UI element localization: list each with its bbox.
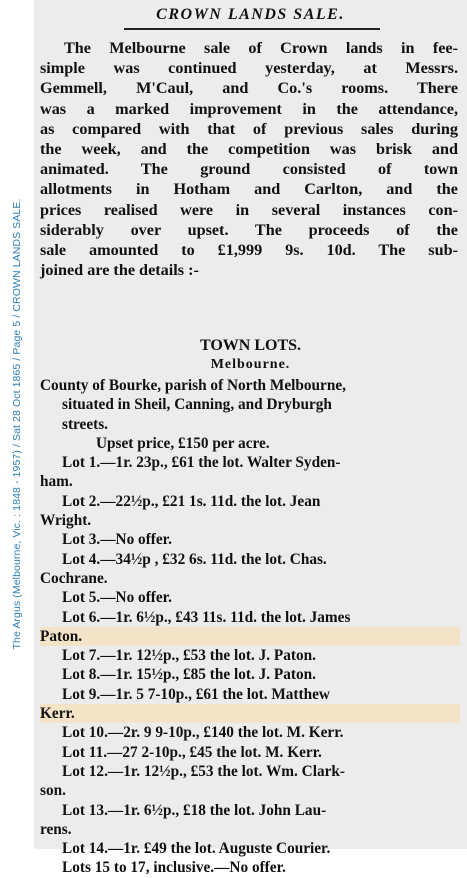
lot-line: Lot 11.—27 2-10p., £45 the lot. M. Kerr. [62,743,322,761]
lot-line: ham. [40,473,73,491]
lot-line: streets. [62,415,109,433]
lot-line: Lot 3.—No offer. [62,531,172,549]
article-title: CROWN LANDS SALE. [156,6,345,23]
intro-line: allotments in Hotham and Carlton, and the [40,180,458,199]
lot-list [40,376,460,878]
lot-line: Lot 5.—No offer. [62,589,172,607]
lot-line: Lots 15 to 17, inclusive.—No offer. [62,859,286,877]
lot-line: Lot 4.—34½p , £32 6s. 11d. the lot. Chas. [62,550,327,568]
title-rule [124,28,380,30]
intro-line: animated. The ground consisted of town [40,160,458,179]
lot-line: Lot 10.—2r. 9 9-10p., £140 the lot. M. Kerr. [62,724,344,742]
lot-line: Lot 14.—1r. £49 the lot. Auguste Courier. [62,840,331,858]
lot-line: Kerr. [40,704,460,723]
citation-sidebar [0,0,34,849]
intro-line: Gemmell, M'Caul, and Co.'s rooms. There [40,79,458,98]
lot-line: Wright. [40,512,92,530]
intro-line: The Melbourne sale of Crown lands in fee- [64,39,458,57]
lot-line: Upset price, £150 per acre. [96,434,270,452]
intro-line: sale amounted to £1,999 9s. 10d. The sub- [40,241,458,260]
newspaper-clipping [34,0,467,877]
lot-line: son. [40,782,66,800]
intro-paragraph [40,38,458,280]
lot-line: Cochrane. [40,569,108,587]
intro-line: joined are the details :- [40,261,199,280]
lot-line: Lot 13.—1r. 6½p., £18 the lot. John Lau- [62,801,327,819]
intro-line: simple was continued yesterday, at Messrs. [40,59,458,78]
lot-line: rens. [40,820,72,838]
intro-line: siderably over upset. The proceeds of the [40,220,458,239]
citation-caption: The Argus (Melbourne, Vic. : 1848 - 1957) / Sat 28 Oct 1865 / Page 5 / CROWN LANDS SALE. [11,198,23,650]
lot-line: County of Bourke, parish of North Melbourne, [40,377,346,394]
lot-line: Lot 2.—22½p., £21 1s. 11d. the lot. Jean [62,492,321,510]
subsection-heading: Melbourne. [210,357,291,372]
lot-line: Lot 12.—1r. 12½p., £53 the lot. Wm. Clark- [62,762,345,780]
lot-line: Lot 6.—1r. 6½p., £43 11s. 11d. the lot. James [62,608,351,626]
lot-line: Paton. [40,627,460,646]
intro-line: the week, and the competition was brisk and [40,140,458,159]
lot-line: situated in Sheil, Canning, and Dryburgh [62,396,332,414]
intro-line: as compared with that of previous sales during [40,119,458,138]
lot-line: Lot 8.—1r. 15½p., £85 the lot. J. Paton. [62,666,316,684]
section-heading: TOWN LOTS. [199,337,302,354]
lot-line: Lot 9.—1r. 5 7-10p., £61 the lot. Matthew [62,685,330,703]
intro-line: was a marked improvement in the attendance, [40,99,458,118]
intro-line: prices realised were in several instances con- [40,200,458,219]
lot-line: Lot 1.—1r. 23p., £61 the lot. Walter Syden- [62,454,341,472]
lot-line: Lot 7.—1r. 12½p., £53 the lot. J. Paton. [62,647,316,665]
